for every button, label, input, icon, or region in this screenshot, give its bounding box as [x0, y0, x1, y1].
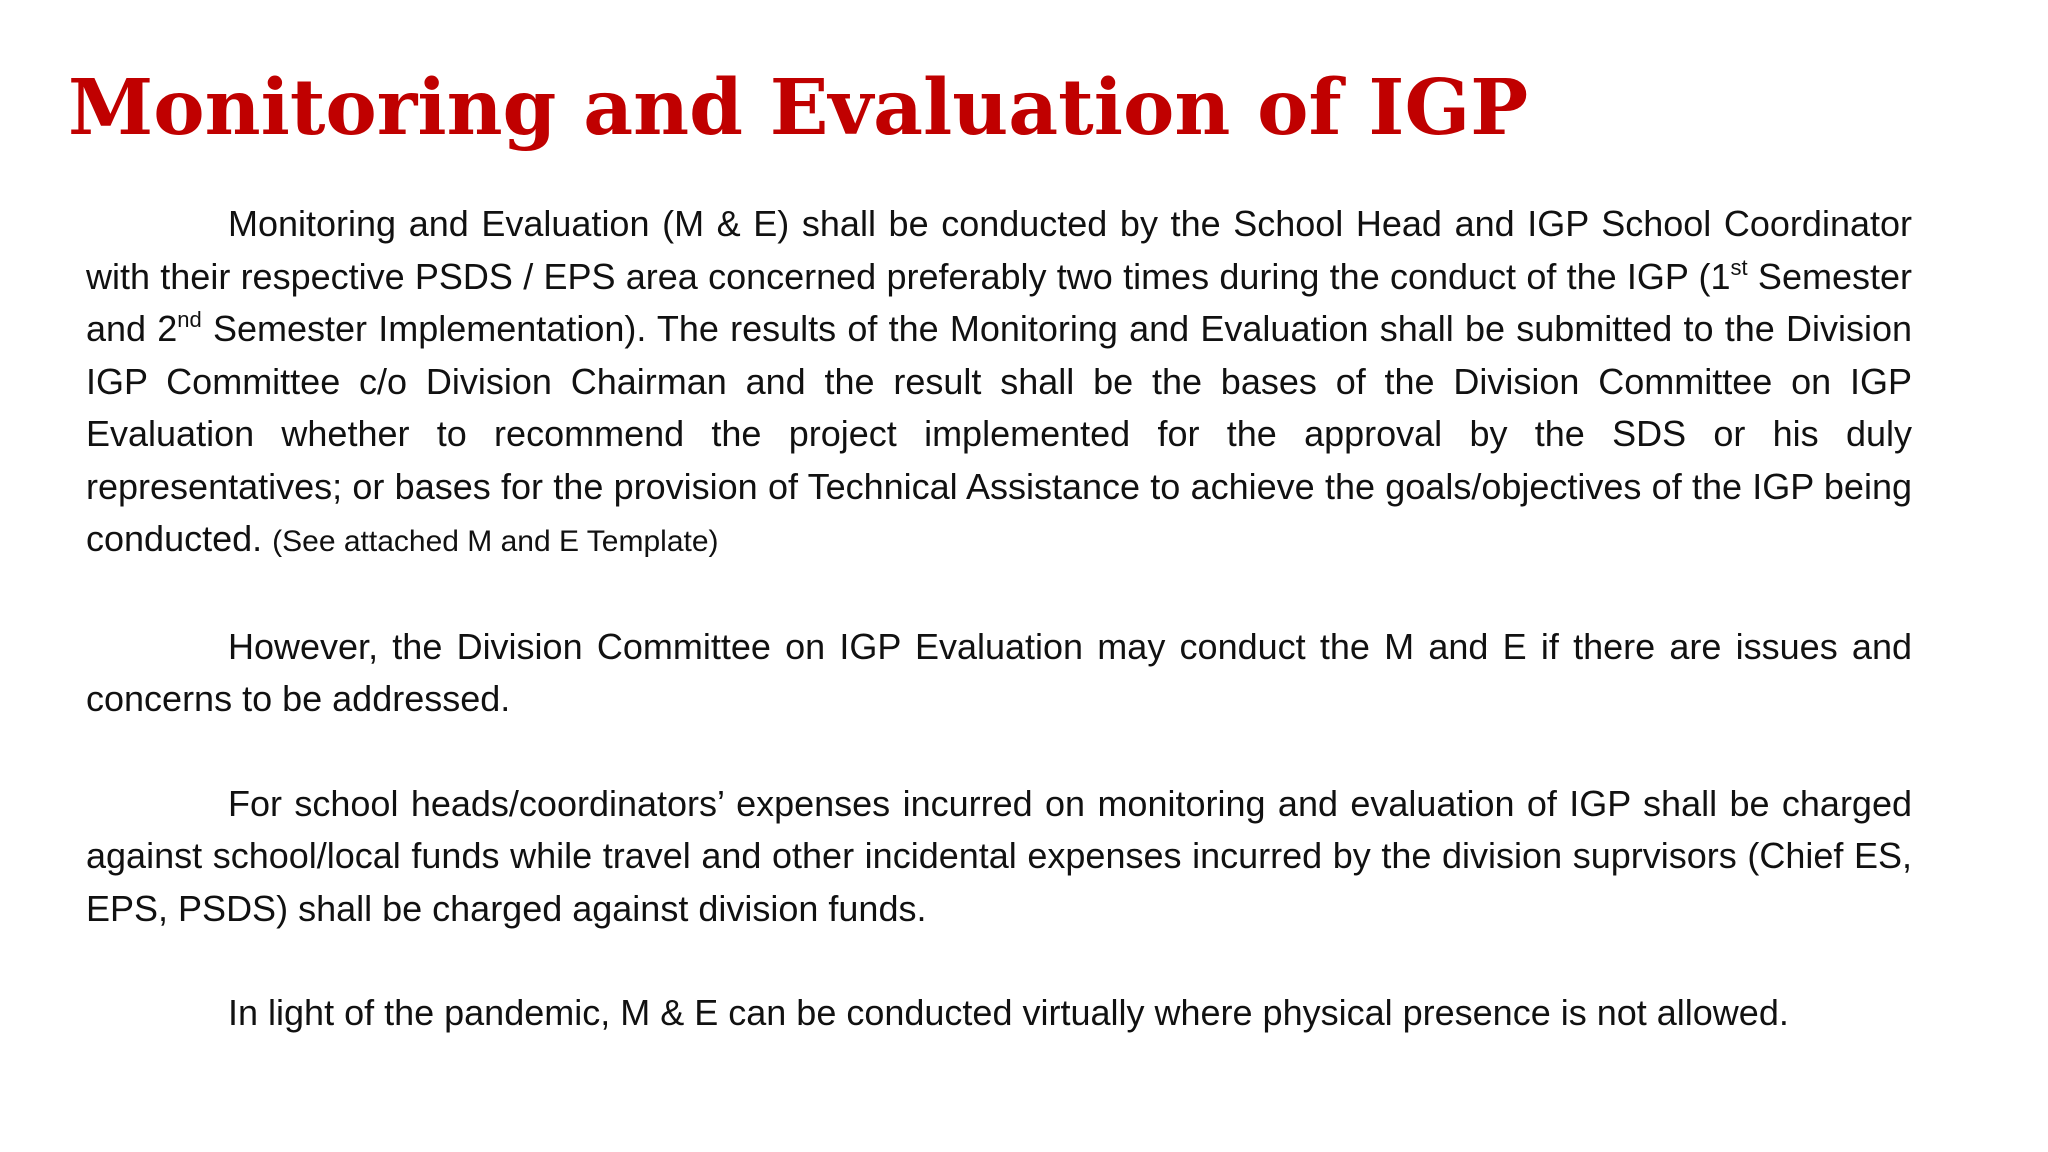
superscript-st: st	[1730, 254, 1748, 280]
paragraph-text: Monitoring and Evaluation (M & E) shall be conducted by the School Head and IGP School Coordinator with their respective PSDS / EPS area concerned preferably two times during the conduct of the IGP (1	[86, 203, 1912, 297]
paragraph-division-committee: However, the Division Committee on IGP Evaluation may conduct the M and E if there are issues and concerns to be addressed.	[86, 625, 1912, 719]
paragraph-text: Semester and 2	[86, 255, 1912, 349]
paragraph-text: Semester Implementation). The results of the Monitoring and Evaluation shall be submitted to the Division IGP Committee c/o Division Chairman and the result shall be the bases of the Division Committee on IGP Evaluation whether to recommend the project implemented for the approval by the SDS or his duly representatives; or bases for the provision of Technical Assistance to achieve the goals/objectives of the IGP being conducted.	[86, 308, 1912, 559]
slide-title: Monitoring and Evaluation of IGP	[68, 63, 1529, 153]
paragraph-expenses: For school heads/coordinators’ expenses incurred on monitoring and evaluation of IGP shall be charged against school/local funds while travel and other incidental expenses incurred by the division suprvisors (Chief ES, EPS, PSDS) shall be charged against division funds.	[86, 782, 1912, 929]
paragraph-pandemic: In light of the pandemic, M & E can be conducted virtually where physical presence is not allowed.	[228, 992, 1789, 1033]
paragraph-monitoring-schedule	[86, 198, 1912, 569]
superscript-nd: nd	[177, 307, 202, 332]
slide-body	[86, 198, 1912, 1040]
template-note: (See attached M and E Template)	[272, 525, 719, 558]
